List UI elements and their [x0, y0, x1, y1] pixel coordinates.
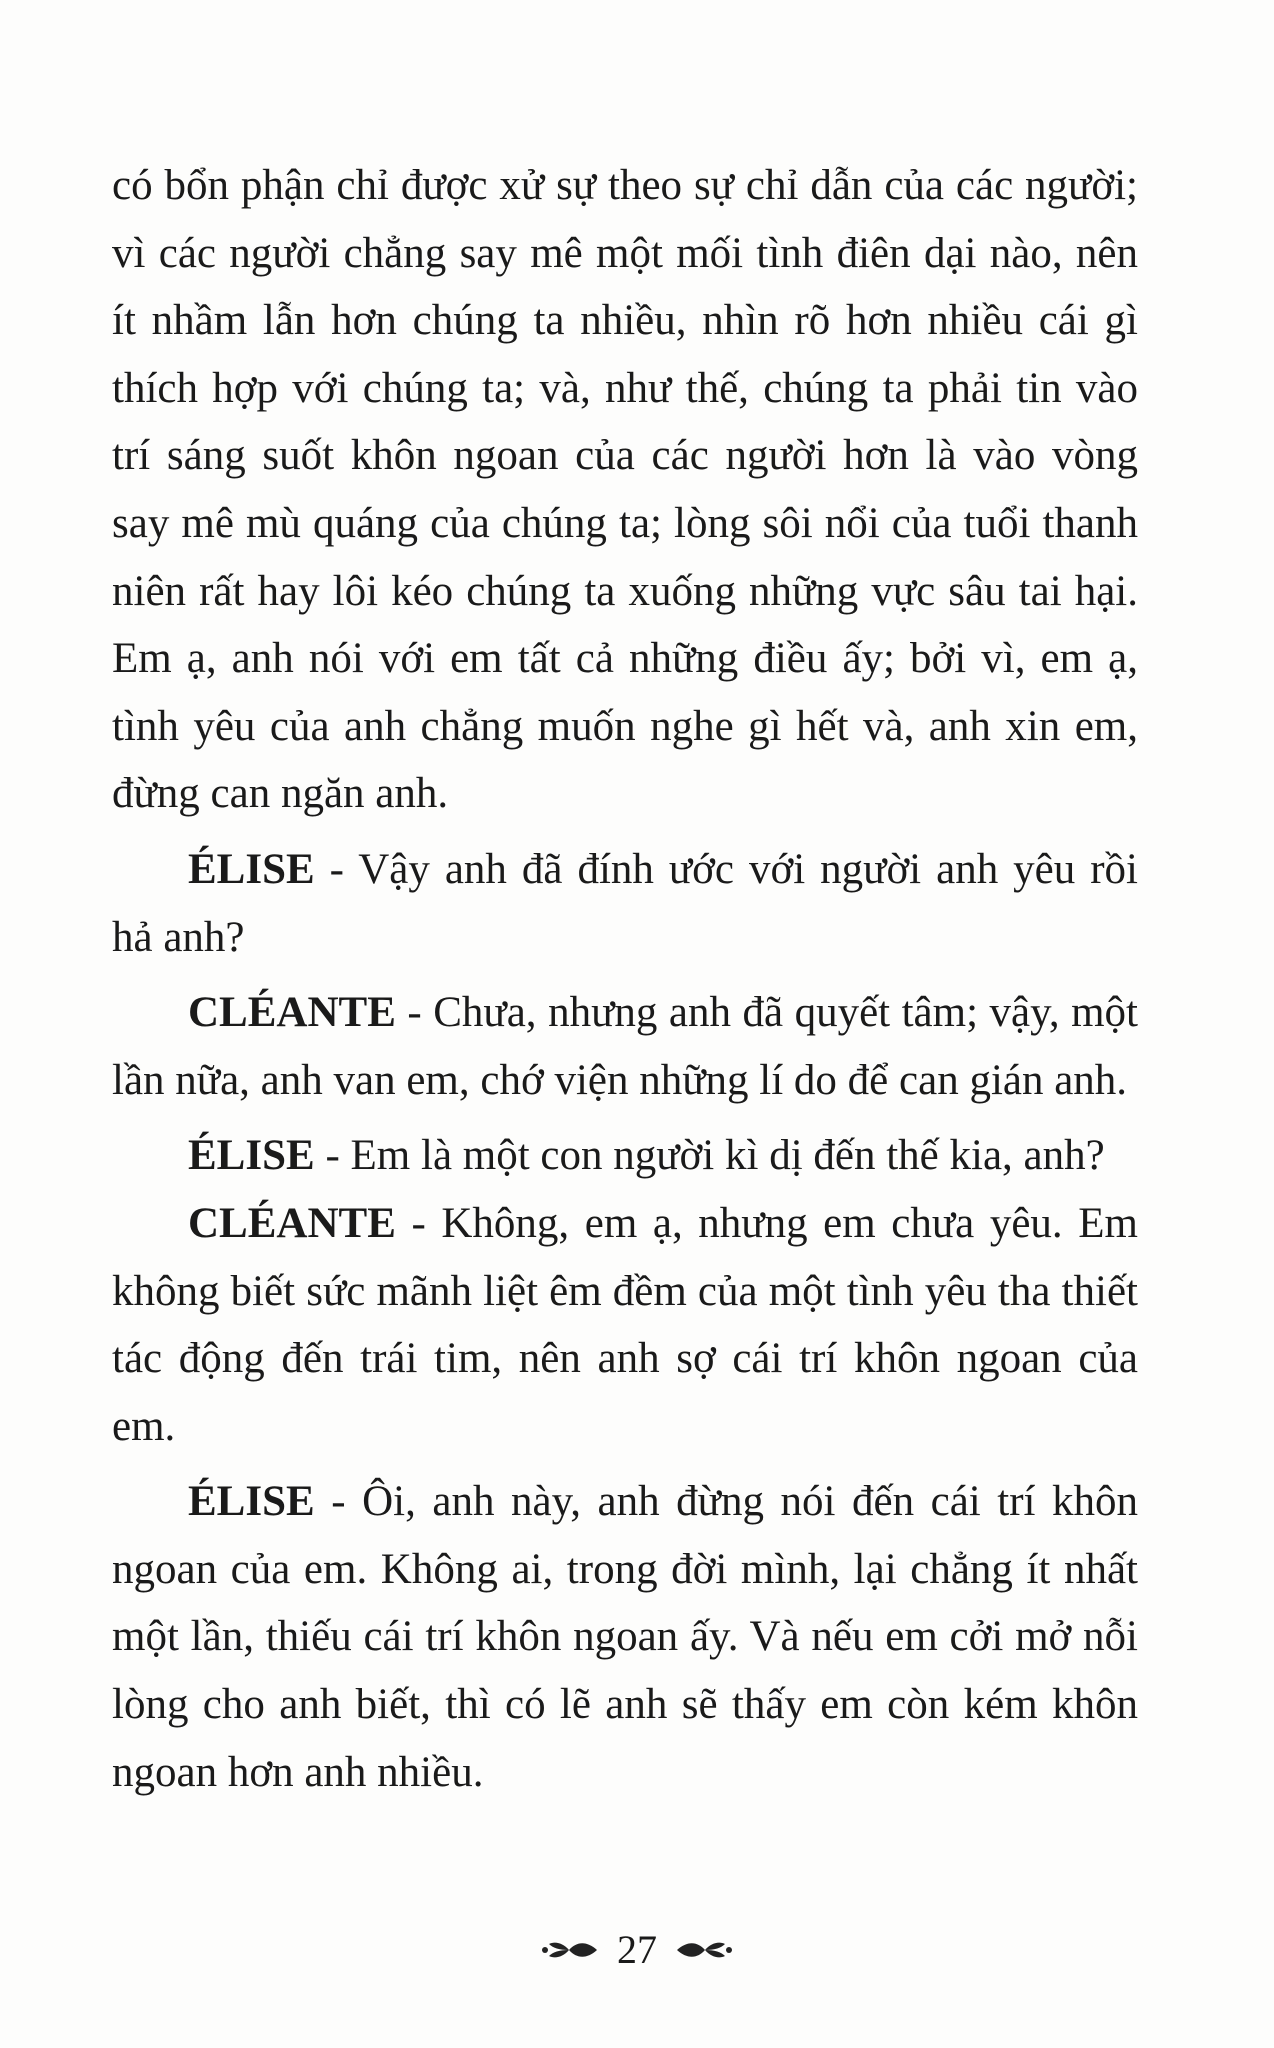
page-footer [0, 1922, 1274, 1973]
speaker-name: ÉLISE [188, 1132, 315, 1180]
page-text [112, 152, 1138, 1806]
speaker-name: CLÉANTE [188, 1199, 396, 1247]
dialogue-text: Ôi, anh này, anh đừng nói đến cái trí khôn ngoan của em. Không ai, trong đời mình, lại chẳng ít nhất một lần, thiếu cái trí khôn ngoan ấy. Và nếu em cởi mở nỗi lòng cho anh biết, thì có lẽ anh sẽ thấy em còn kém khôn ngoan hơn anh nhiều. [112, 1478, 1138, 1796]
dialogue-line-1 [112, 836, 1138, 971]
intro-paragraph: có bổn phận chỉ được xử sự theo sự chỉ dẫn của các người; vì các người chẳng say mê một mối tình điên dại nào, nên ít nhầm lẫn hơn chúng ta nhiều, nhìn rõ hơn nhiều cái gì thích hợp với chúng ta; và, như thế, chúng ta phải tin vào trí sáng suốt khôn ngoan của các người hơn là vào vòng say mê mù quáng của chúng ta; lòng sôi nổi của tuổi thanh niên rất hay lôi kéo chúng ta xuống những vực sâu tai hại. Em ạ, anh nói với em tất cả những điều ấy; bởi vì, em ạ, tình yêu của anh chẳng muốn nghe gì hết và, anh xin em, đừng can ngăn anh. [112, 162, 1138, 818]
separator: - [314, 1132, 351, 1180]
dialogue-line-4 [112, 1190, 1138, 1460]
separator: - [314, 1478, 363, 1526]
leaf-ornament-icon [675, 1935, 733, 1965]
page-number: 27 [617, 1927, 657, 1973]
dialogue-line-3 [112, 1122, 1138, 1190]
separator: - [395, 1199, 442, 1247]
leaf-ornament-icon [541, 1935, 599, 1965]
dialogue-text: Em là một con người kì dị đến thế kia, anh? [350, 1132, 1105, 1180]
dialogue-text: Không, em ạ, nhưng em chưa yêu. Em không biết sức mãnh liệt êm đềm của một tình yêu tha thiết tác động đến trái tim, nên anh sợ cái trí khôn ngoan của em. [112, 1199, 1138, 1450]
dialogue-line-2 [112, 979, 1138, 1114]
separator: - [314, 845, 359, 893]
dialogue-text: Vậy anh đã đính ước với người anh yêu rồi hả anh? [112, 845, 1138, 961]
separator: - [395, 989, 434, 1037]
speaker-name: ÉLISE [188, 845, 315, 893]
speaker-name: CLÉANTE [188, 989, 396, 1037]
dialogue-line-5 [112, 1468, 1138, 1806]
dialogue-text: Chưa, nhưng anh đã quyết tâm; vậy, một lần nữa, anh van em, chớ viện những lí do để can gián anh. [112, 989, 1138, 1104]
speaker-name: ÉLISE [188, 1478, 315, 1526]
